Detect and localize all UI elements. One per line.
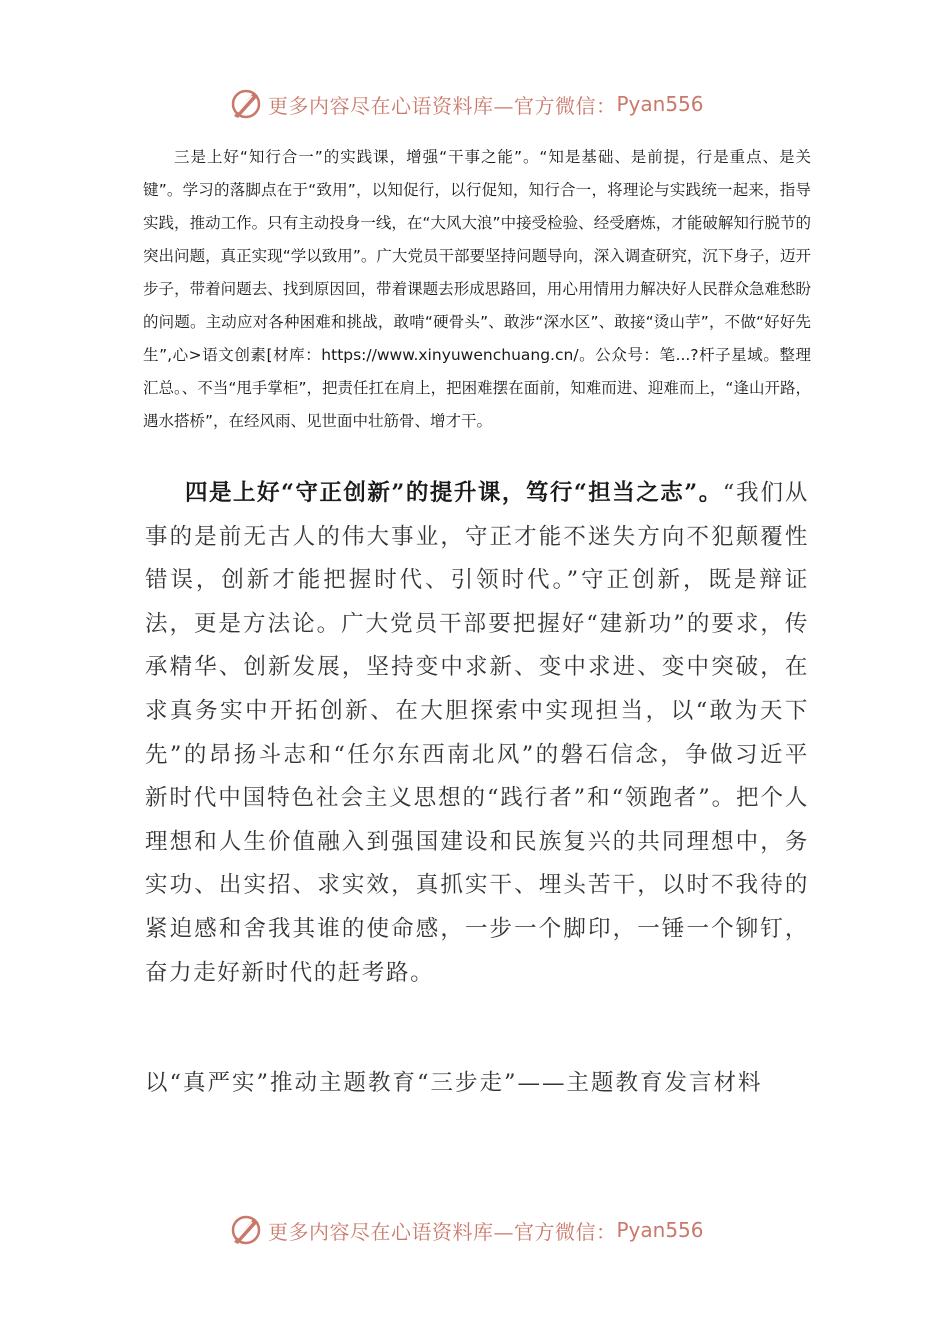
paragraph-knowledge-practice: 三是上好“知行合一”的实践课，增强“干事之能”。“知是基础、是前提，行是重点、是关键”。学习的落脚点在于“致用”，以知促行，以行促知，知行合一，将理论与实践统一起来，指导实践，推动工作。只有主动投身一线，在“大风大浪”中接受检验、经受磨炼，才能破解知行脱节的突出问题，真正实现“学以致用”。广大党员干部要坚持问题导向，深入调查研究，沉下身子，迈开步子，带着问题去、找到原因回，带着课题去形成思路回，用心用情用力解决好人民群众急难愁盼的问题。主动应对各种困难和挑战，敢啃“硬骨头”、敢涉“深水区”、敢接“烫山芋”，不做“好好先生”,心>语文创素[材库：https://www.xinyuwenchuang.cn/。公众号：笔...?杆子星域。整理汇总。、不当“甩手掌柜”，把责任扛在肩上，把困难摆在面前，知难而进、迎难而上，“逢山开路，遇水搭桥”，在经风雨、见世面中壮筋骨、增才干。 — [143, 148, 811, 430]
next-article-title: 以“真严实”推动主题教育“三步走”——主题教育发言材料 — [145, 1070, 763, 1096]
paragraph-lead-heading: 四是上好“守正创新”的提升课，笃行“担当之志”。 — [185, 480, 723, 506]
banner-wechat-id: Pyan556 — [616, 1218, 704, 1242]
quill-pen-logo-icon — [228, 1212, 264, 1248]
banner-text: 更多内容尽在心语资料库—官方微信： — [268, 93, 617, 118]
paragraph-innovation-body: “我们从事的是前无古人的伟大事业，守正才能不迷失方向不犯颠覆性错误，创新才能把握时代、引领时代。”守正创新，既是辩证法，更是方法论。广大党员干部要把握好“建新功”的要求，传承精华、创新发展，坚持变中求新、变中求进、变中突破，在求真务实中开拓创新、在大胆探索中实现担当，以“敢为天下先”的昂扬斗志和“任尔东西南北风”的磐石信念，争做习近平新时代中国特色社会主义思想的“践行者”和“领跑者”。把个人理想和人生价值融入到强国建设和民族复兴的共同理想中，务实功、出实招、求实效，真抓实干、埋头苦干，以时不我待的紧迫感和舍我其谁的使命感，一步一个脚印，一锤一个铆钉，奋力走好新时代的赶考路。 — [145, 480, 809, 986]
footer-banner — [228, 1210, 704, 1250]
quill-pen-logo-icon — [228, 86, 264, 122]
paragraph-innovation — [145, 472, 809, 995]
banner-text: 更多内容尽在心语资料库—官方微信： — [268, 1219, 617, 1244]
banner-wechat-id: Pyan556 — [616, 92, 704, 116]
header-banner — [228, 84, 704, 124]
